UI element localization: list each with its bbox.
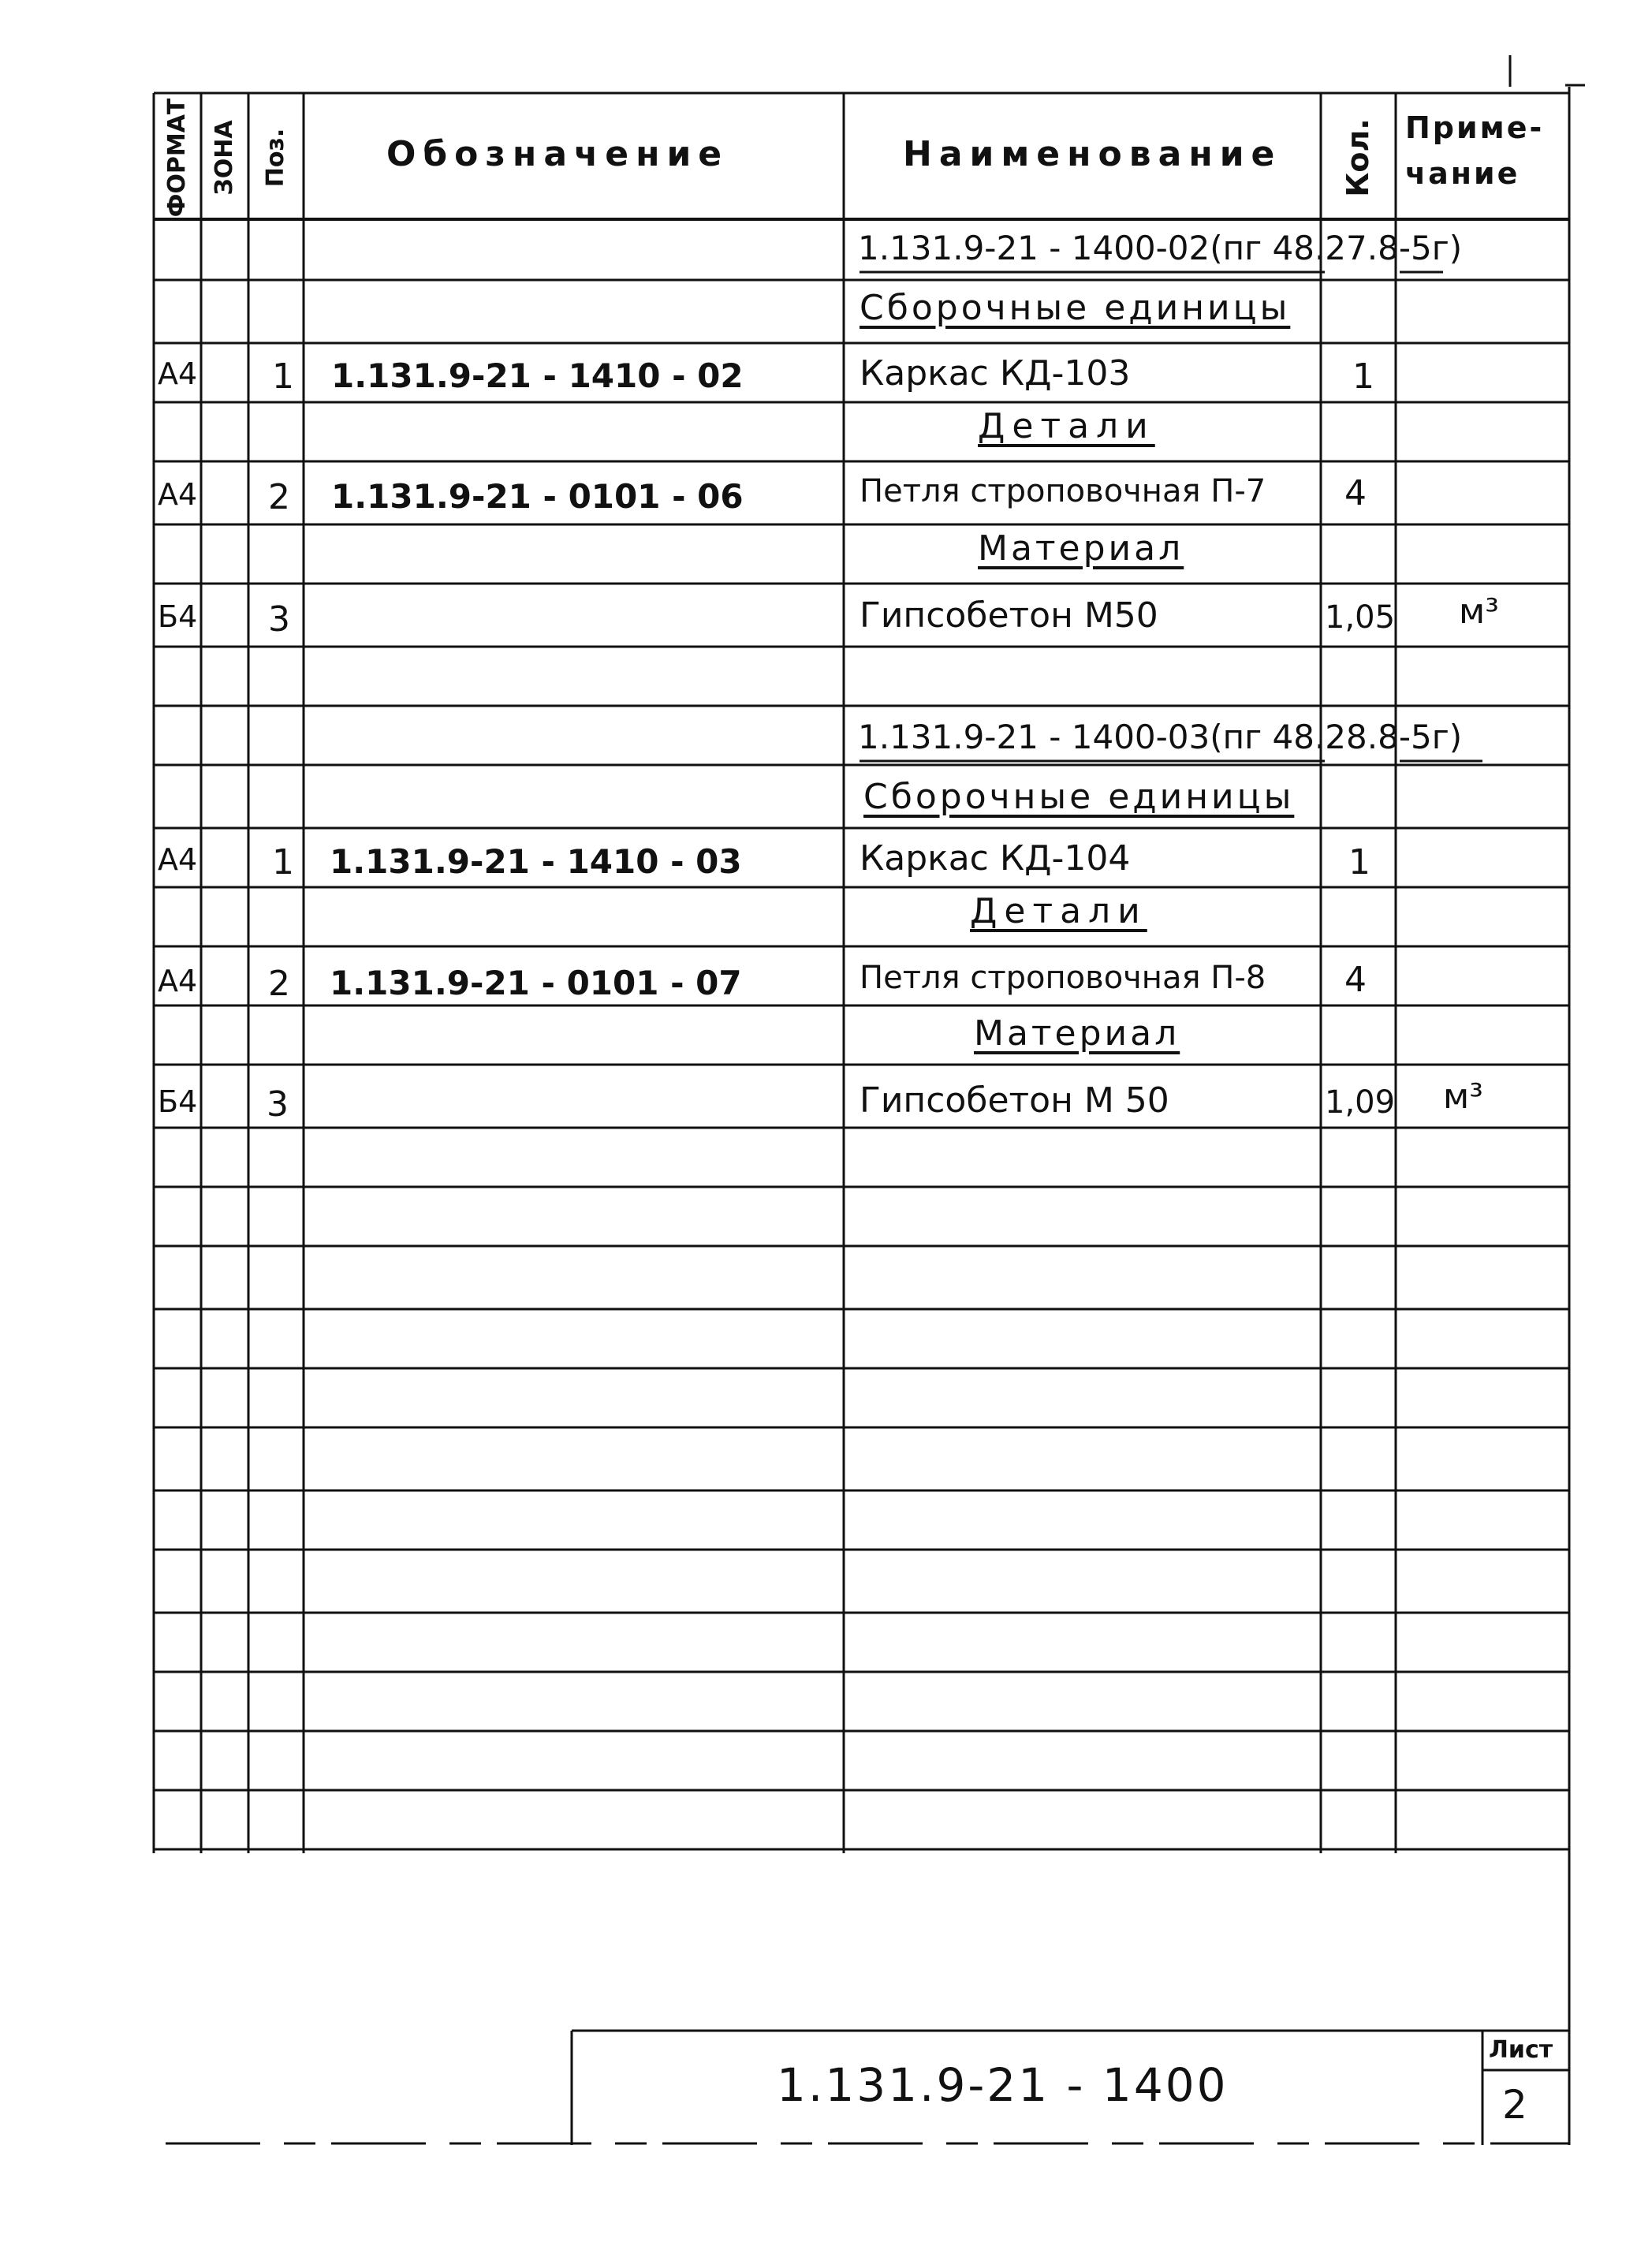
row-format: Б4: [158, 1084, 198, 1119]
header-note-line2: чание: [1405, 156, 1520, 191]
variant-code-02: 1.131.9-21 - 1400-02(пг 48.27.8-5г): [858, 229, 1463, 267]
sheet-number: 2: [1502, 2082, 1527, 2128]
row-name: Каркас КД-103: [860, 353, 1131, 394]
header-format: ФОРМАТ: [163, 98, 191, 218]
header-note-line1: Приме-: [1405, 110, 1545, 145]
section-heading-details: Детали: [978, 406, 1155, 446]
row-name: Гипсобетон М50: [860, 595, 1158, 636]
row-name: Петля строповочная П-8: [860, 960, 1266, 996]
row-name: Каркас КД-104: [860, 838, 1131, 879]
section-heading-details: Детали: [970, 891, 1147, 931]
row-qty: 1,09: [1325, 1084, 1396, 1121]
row-designation: 1.131.9-21 - 0101 - 06: [331, 477, 744, 516]
row-qty: 1,05: [1325, 599, 1396, 636]
variant-code-03: 1.131.9-21 - 1400-03(пг 48.28.8-5г): [858, 718, 1463, 756]
row-format: А4: [158, 356, 198, 391]
row-name: Гипсобетон М 50: [860, 1080, 1169, 1121]
row-pos: 2: [268, 964, 290, 1004]
row-qty: 4: [1344, 960, 1367, 1000]
row-pos: 3: [267, 1084, 289, 1125]
section-heading-material: Материал: [978, 528, 1184, 569]
section-heading-material: Материал: [974, 1013, 1180, 1054]
document-code: 1.131.9-21 - 1400: [777, 2058, 1229, 2112]
row-qty: 1: [1348, 842, 1370, 882]
row-name: Петля строповочная П-7: [860, 473, 1266, 509]
row-designation: 1.131.9-21 - 1410 - 02: [331, 356, 744, 395]
row-format: Б4: [158, 599, 198, 634]
row-qty: 4: [1344, 473, 1367, 513]
row-format: А4: [158, 477, 198, 512]
row-qty: 1: [1352, 356, 1374, 397]
header-zone: ЗОНА: [211, 120, 238, 196]
header-designation: Обозначение: [386, 134, 729, 174]
section-heading-assembly-units: Сборочные единицы: [863, 777, 1295, 817]
row-pos: 2: [268, 477, 290, 517]
row-pos: 3: [268, 599, 290, 640]
row-format: А4: [158, 842, 198, 877]
row-format: А4: [158, 964, 198, 998]
section-heading-assembly-units: Сборочные единицы: [860, 288, 1291, 328]
row-note: м³: [1443, 1076, 1483, 1117]
header-pos: Поз.: [262, 128, 289, 188]
row-pos: 1: [272, 842, 294, 882]
row-note: м³: [1459, 591, 1499, 632]
row-pos: 1: [272, 356, 294, 397]
row-designation: 1.131.9-21 - 0101 - 07: [330, 964, 742, 1002]
header-qty: Кол.: [1341, 118, 1375, 197]
sheet-label: Лист: [1489, 2036, 1553, 2064]
row-designation: 1.131.9-21 - 1410 - 03: [330, 842, 742, 881]
header-name: Наименование: [903, 134, 1282, 174]
